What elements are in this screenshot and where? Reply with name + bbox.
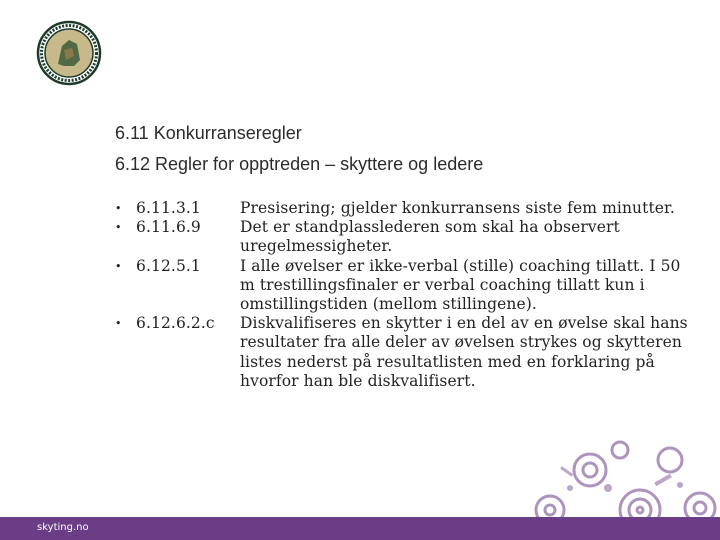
rule-code: 6.11.3.1: [136, 199, 201, 217]
footer-site-link[interactable]: skyting.no: [37, 522, 89, 533]
title-section-6-11: 6.11 Konkurranseregler: [115, 123, 302, 143]
title-section-6-12: 6.12 Regler for opptreden – skyttere og ledere: [115, 154, 484, 174]
rule-code: 6.12.5.1: [136, 256, 201, 275]
bullet-icon: •: [115, 259, 122, 273]
slide-titles: [115, 118, 483, 180]
rule-item: [115, 314, 715, 391]
rule-description: Diskvalifiseres en skytter i en del av en øvelse skal hans resultater fra alle deler av øvelsen strykes og skytteren listes nederst på resultatlisten med en forklaring på hvorfor han ble diskvalifisert.: [240, 314, 688, 390]
rule-description: Det er standplasslederen som skal ha observert uregelmessigheter.: [240, 218, 620, 256]
footer-bar: [0, 517, 720, 540]
rule-item: [115, 257, 715, 315]
rule-description: I alle øvelser er ikke-verbal (stille) coaching tillatt. I 50 m trestillingsfinaler er verbal coaching tillatt kun i omstillingstiden (mellom stillingene).: [240, 256, 681, 314]
rule-item: [115, 199, 715, 218]
federation-seal-logo: [36, 20, 102, 86]
rule-item: [115, 218, 715, 256]
rule-code: 6.12.6.2.c: [136, 314, 215, 333]
rule-code: 6.11.6.9: [136, 218, 201, 237]
bullet-icon: •: [115, 202, 122, 215]
bullet-icon: •: [115, 317, 122, 331]
rule-description: Presisering; gjelder konkurransens siste fem minutter.: [240, 199, 675, 217]
bullet-icon: •: [115, 221, 122, 235]
rules-list: [115, 199, 715, 391]
